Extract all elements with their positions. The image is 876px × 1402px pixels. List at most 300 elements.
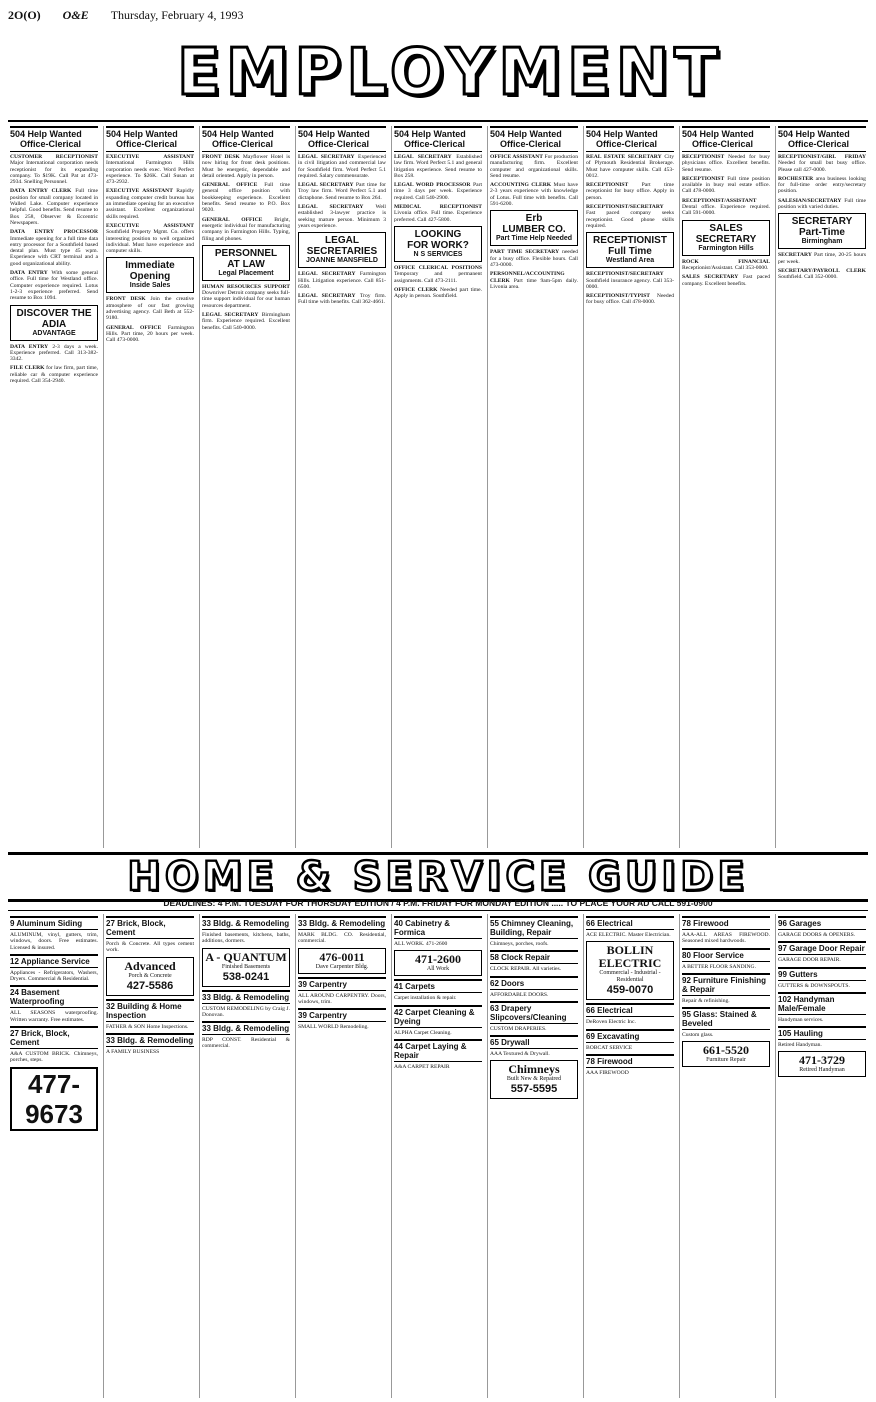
column-heading — [10, 126, 98, 152]
display-ad-box — [394, 226, 482, 262]
service-ad: ACE ELECTRIC. Master Electrician. — [586, 932, 671, 938]
classified-column — [103, 126, 196, 848]
classified-ad — [778, 268, 866, 281]
section-subtitle: Office-Clerical — [500, 139, 562, 149]
ad-text: Part time, 20-25 hours per week. — [778, 252, 866, 265]
classified-ad — [298, 154, 386, 179]
display-ad-subtitle: Commercial - Industrial - Residential — [599, 970, 661, 984]
issue-date: Thursday, February 4, 1993 — [110, 7, 244, 22]
column-heading — [778, 126, 866, 152]
ad-text: needed for a busy office. Flexible hours. Call 473-0000. — [490, 249, 578, 268]
display-ad-line: LUMBER CO. — [502, 224, 566, 236]
display-ad-box — [682, 1041, 770, 1067]
service-category: 27 Brick, Block, Cement — [10, 1026, 98, 1049]
classified-ad — [298, 293, 386, 306]
service-category: 41 Carpets — [394, 979, 482, 993]
section-number: 504 — [298, 129, 314, 139]
ad-text: Well established 3-lawyer practice is seeking mature person. Minimum 3 years experience. — [298, 204, 386, 229]
service-ad: A BETTER FLOOR SANDING. — [682, 963, 756, 970]
classified-ad — [394, 204, 482, 223]
classified-ad — [10, 365, 98, 384]
service-ad: A&A CARPET REPAIR — [394, 1063, 450, 1070]
ad-text: With some general office. Full time for Westland office. Computer experience required. Lotus 1-2-3 experience preferred. Send resume to Box 1094. — [10, 270, 98, 302]
section-subtitle: Office-Clerical — [692, 139, 754, 149]
display-ad-box — [490, 1060, 578, 1099]
top-rule — [8, 120, 868, 122]
ad-lead: REAL ESTATE SECRETARY — [586, 154, 662, 160]
display-ad-subtitle: Furniture Repair — [706, 1057, 746, 1064]
service-category: 102 Handyman Male/Female — [778, 992, 866, 1015]
service-ad: AAA-ALL AREAS FIREWOOD. Seasoned mixed hardwoods. — [682, 932, 770, 945]
section-title: Help Wanted — [699, 129, 754, 139]
ad-text: Farmington Hills. Litigation experience. Call 851-6500. — [298, 271, 386, 290]
classified-ad — [106, 188, 194, 219]
ad-text: Join the creative atmosphere of our fast growing advertising agency. Call Beth at 552-9180. — [106, 296, 195, 322]
ad-lead: RECEPTIONIST/TYPIST — [586, 293, 651, 300]
ad-text: Needed part time. Apply in person. Southfield. — [394, 286, 482, 300]
ad-lead: RECEPTIONIST/SECRETARY — [586, 204, 664, 211]
classified-ad — [778, 176, 866, 195]
ad-text: Rapidly expanding computer credit bureau has an immediate opening for an executive assistant. Excellent organizational skills required. — [106, 188, 194, 220]
display-ad-box — [394, 950, 482, 976]
display-ad-box — [106, 957, 194, 996]
display-ad-phone: 427-5586 — [126, 979, 174, 992]
classified-ad — [682, 154, 770, 173]
ad-lead: EXECUTIVE ASSISTANT — [106, 222, 194, 229]
classified-ad — [778, 252, 866, 265]
column-heading — [490, 126, 578, 152]
column-heading — [586, 126, 674, 152]
classified-ad — [394, 154, 482, 179]
display-ad-line: SECRETARY — [695, 233, 757, 245]
section-subtitle: Office-Clerical — [212, 139, 274, 149]
display-ad-line: Part Time Help Needed — [495, 235, 573, 243]
display-ad-box — [586, 232, 674, 268]
display-ad-phone: 459-0070 — [606, 984, 654, 997]
section-title: Help Wanted — [27, 129, 82, 139]
ad-lead: LEGAL SECRETARY — [298, 204, 364, 211]
service-category: 80 Floor Service — [682, 948, 770, 962]
service-ad: ALL AROUND CARPENTRY. Doors, windows, trim. — [298, 992, 386, 1005]
ad-lead: FRONT DESK — [106, 296, 146, 303]
ad-lead: DATA ENTRY — [10, 343, 49, 350]
section-subtitle: Office-Clerical — [788, 139, 850, 149]
display-ad-line: Birmingham — [801, 238, 843, 246]
ad-text: Major International corporation needs receptionist for its expanding company. To $19K. Call Pat at 473-2934. Snelling Personnel. — [10, 160, 98, 186]
display-ad-name: 471-3729 — [799, 1053, 845, 1068]
display-ad-box — [586, 941, 674, 1000]
service-category: 39 Carpentry — [298, 977, 386, 991]
column-heading — [298, 126, 386, 152]
classified-column — [8, 126, 100, 848]
display-ad-subtitle: Finished Basements — [221, 963, 271, 970]
display-ad-box — [298, 232, 386, 268]
classified-column — [583, 126, 676, 848]
service-ad: MARK BLDG. CO. Residential, commercial. — [298, 932, 386, 945]
classified-ad — [298, 271, 386, 290]
display-ad-phone: 557-5595 — [510, 1083, 558, 1096]
service-ad: RDP CONST. Residential & commercial. — [202, 1037, 290, 1050]
service-category: 42 Carpet Cleaning & Dyeing — [394, 1005, 482, 1028]
service-category: 33 Bldg. & Remodeling — [202, 916, 290, 930]
ad-lead: DATA ENTRY PROCESSOR — [10, 229, 98, 236]
ad-lead: OFFICE CLERK — [394, 286, 438, 293]
service-ad: GUTTERS & DOWNSPOUTS. — [778, 982, 850, 989]
service-category: 105 Hauling — [778, 1026, 866, 1040]
service-category: 62 Doors — [490, 976, 578, 990]
ad-text: for law firm, part time, reliable car & computer experience required. Call 354-2940. — [10, 365, 98, 385]
display-ad-box — [298, 948, 386, 974]
service-category: 69 Excavating — [586, 1029, 674, 1043]
classified-ad — [298, 182, 386, 201]
ad-text: Southfield. Call 352-0000. — [778, 274, 838, 281]
service-ad: Porch & Concrete. All types cement work. — [106, 941, 194, 954]
classified-ad — [586, 293, 674, 306]
service-column — [679, 914, 772, 1398]
ad-text: Full time position for small company located in Walled Lake. Computer experience helpful. Good benefits. Send resume to Box 258, Observer & Eccentric Newspapers. — [10, 188, 98, 226]
ad-lead: CUSTOMER RECEPTIONIST — [10, 154, 98, 160]
service-category: 33 Bldg. & Remodeling — [298, 916, 386, 930]
ad-text: City of Plymouth Residential Brokerage. Must have computer skills. Call 453-0012. — [586, 154, 674, 179]
ad-lead: EXECUTIVE ASSISTANT — [106, 154, 194, 160]
section-heading — [298, 129, 386, 139]
section-number: 504 — [586, 129, 602, 139]
classified-ad — [10, 344, 98, 363]
ad-text: Full time general office position with bookkeeping experience. Excellent benefits. Send resume to P.O. Box 9020. — [202, 182, 291, 214]
ad-lead: RECEPTIONIST — [682, 175, 725, 182]
ad-lead: RECEPTIONIST/ASSISTANT — [682, 197, 757, 204]
section-subtitle: Office-Clerical — [116, 139, 178, 149]
ad-lead: SALES SECRETARY — [682, 274, 739, 281]
display-ad-box — [202, 948, 290, 987]
ad-lead: RECEPTIONIST/SECRETARY — [586, 271, 664, 278]
service-ad: SMALL WORLD Remodeling. — [298, 1024, 369, 1031]
section-number: 504 — [10, 129, 26, 139]
display-ad-name: A - QUANTUM — [205, 949, 287, 964]
service-ad: BOBCAT SERVICE — [586, 1044, 633, 1051]
section-number: 504 — [778, 129, 794, 139]
service-category: 32 Building & Home Inspection — [106, 999, 194, 1022]
ad-text: Birmingham firm. Experience required. Excellent benefits. Call 540-0000. — [202, 312, 290, 331]
ad-lead: DATA ENTRY — [10, 270, 48, 277]
display-ad-line: PERSONNEL — [214, 247, 278, 259]
display-ad-line: JOANNE MANSFIELD — [306, 257, 378, 265]
ad-text: Southfield insurance agency. Call 353-0000. — [586, 277, 674, 290]
service-ad: ALL WORK. 471-2600 — [394, 941, 448, 947]
service-column — [199, 914, 292, 1398]
display-ad-name: Advanced — [124, 958, 176, 973]
service-column — [583, 914, 676, 1398]
service-ad: Appliances - Refrigerators, Washers, Dryers. Commercial & Residential. — [10, 969, 98, 983]
section-number: 504 — [682, 129, 698, 139]
classified-ad — [394, 182, 482, 201]
ad-text: Mayflower Hotel is now hiring for front desk positions. Must be energetic, dependable and detail oriented. Apply in person. — [202, 154, 291, 179]
employment-columns — [8, 126, 868, 848]
service-category: 33 Bldg. & Remodeling — [202, 990, 290, 1004]
ad-lead: EXECUTIVE ASSISTANT — [106, 188, 173, 195]
classified-column — [775, 126, 868, 848]
display-ad-line: Erb — [525, 213, 543, 225]
service-column — [295, 914, 388, 1398]
service-category: 66 Electrical — [586, 1003, 674, 1017]
ad-text: area business looking for full-time order entry/secretary position. — [778, 175, 866, 195]
home-service-guide-banner — [8, 852, 868, 902]
ad-lead: GENERAL OFFICE — [202, 216, 263, 223]
section-heading — [682, 129, 770, 139]
column-heading — [202, 126, 290, 152]
classified-column — [679, 126, 772, 848]
ad-lead: OFFICE ASSISTANT — [490, 154, 543, 160]
section-title: Help Wanted — [219, 129, 274, 139]
section-heading — [586, 129, 674, 139]
ad-lead: ROCK FINANCIAL — [682, 258, 770, 265]
classified-column — [295, 126, 388, 848]
service-category: 33 Bldg. & Remodeling — [106, 1033, 194, 1047]
ad-text: For production manufacturing firm. Excellent computer and organizational skills. Send resume. — [490, 154, 578, 179]
ad-text: Must have 2-3 years experience with knowledge of Lotus. Full time with benefits. Call 591-6200. — [490, 182, 579, 208]
ad-text: Needed for busy physicians office. Excellent benefits. Send resume. — [682, 154, 771, 173]
display-ad-line: Westland Area — [605, 257, 655, 265]
service-column — [103, 914, 196, 1398]
service-category: 92 Furniture Finishing & Repair — [682, 973, 770, 996]
service-ad: CLOCK REPAIR. All varieties. — [490, 966, 562, 973]
ad-text: Livonia office. Full time. Experience preferred. Call 427-5800. — [394, 210, 482, 223]
section-heading — [394, 129, 482, 139]
home-service-guide-title: HOME & SERVICE GUIDE — [127, 854, 749, 900]
classified-column — [487, 126, 580, 848]
ad-lead: LEGAL WORD PROCESSOR — [394, 182, 471, 189]
section-title: Help Wanted — [315, 129, 370, 139]
ad-lead: PERSONNEL/ACCOUNTING CLERK — [490, 271, 565, 284]
ad-text: International Farmington Hills corporation needs exec. Word Perfect experience. To $26K. Call Susan at 473-2932. — [106, 160, 194, 186]
section-number: 504 — [202, 129, 218, 139]
section-subtitle: Office-Clerical — [404, 139, 466, 149]
ad-lead: FILE CLERK — [10, 365, 45, 372]
service-ad: Chimneys, porches, roofs. — [490, 941, 549, 947]
service-ad: AFFORDABLE DOORS. — [490, 991, 549, 998]
deadline-line: DEADLINES: 4 P.M. TUESDAY FOR THURSDAY EDITION / 4 P.M. FRIDAY FOR MONDAY EDITION ..... TO PLACE YOUR AD CALL 591-0900 — [8, 898, 868, 911]
service-column — [775, 914, 868, 1398]
service-ad: AAA Textured & Drywall. — [490, 1051, 550, 1058]
column-heading — [682, 126, 770, 152]
classified-ad — [682, 259, 770, 272]
section-title: Help Wanted — [507, 129, 562, 139]
section-heading — [202, 129, 290, 139]
ad-text: Downriver Detroit company seeks full-time support individual for our human resources department. — [202, 290, 290, 309]
section-heading — [10, 129, 98, 139]
ad-lead: GENERAL OFFICE — [106, 324, 162, 331]
display-ad-name: 471-2600 — [415, 952, 461, 967]
display-ad-line: SALES — [709, 222, 743, 234]
display-ad-line: FOR WORK? — [407, 239, 469, 251]
ad-text: Part time 9am-5pm daily. Livonia area. — [490, 277, 578, 290]
service-category: 33 Bldg. & Remodeling — [202, 1021, 290, 1035]
display-ad-name: Chimneys — [508, 1062, 560, 1077]
display-ad-line: Immediate — [125, 260, 175, 272]
section-number: 504 — [490, 129, 506, 139]
ad-text: Part time for Troy law firm. Word Perfect 5.1 and dictaphone. Send resume to Box 264. — [298, 182, 386, 201]
classified-ad — [10, 154, 98, 185]
service-column — [391, 914, 484, 1398]
section-heading — [106, 129, 194, 139]
service-ad: Repair & refinishing. — [682, 997, 730, 1004]
display-ad-box — [202, 245, 290, 281]
display-ad-name: 661-5520 — [703, 1043, 749, 1058]
section-subtitle: Office-Clerical — [596, 139, 658, 149]
service-ad: ALPHA Carpet Cleaning. — [394, 1029, 452, 1036]
service-ad: CUSTOM REMODELING by Craig J. Donovan. — [202, 1005, 290, 1018]
service-column — [487, 914, 580, 1398]
service-category: 24 Basement Waterproofing — [10, 985, 98, 1008]
column-heading — [106, 126, 194, 152]
section-title: Help Wanted — [411, 129, 466, 139]
ad-text: Bright, energetic individual for manufacturing company in Farmington Hills. Typing, filing and phones. — [202, 216, 290, 242]
ad-text: Troy firm. Full time with benefits. Call 362-4661. — [298, 293, 386, 306]
ad-lead: GENERAL OFFICE — [202, 182, 258, 189]
display-ad-line: Legal Placement — [218, 269, 274, 277]
service-ad: ALL SEASONS waterproofing. Written warranty. Free estimates. — [10, 1010, 98, 1023]
employment-title: EMPLOYMENT — [177, 36, 723, 110]
display-ad-line: Opening — [129, 271, 171, 283]
classified-ad — [394, 287, 482, 300]
section-subtitle: Office-Clerical — [308, 139, 370, 149]
display-ad-line: Inside Sales — [129, 282, 171, 290]
classified-ad — [490, 271, 578, 290]
display-ad-line: AT LAW — [227, 258, 265, 270]
service-ad: CUSTOM DRAPERIES. — [490, 1025, 547, 1032]
paper-name: O&E — [62, 7, 89, 22]
display-ad-line: LEGAL — [325, 235, 359, 247]
classified-ad — [106, 154, 194, 185]
ad-lead: OFFICE CLERICAL POSITIONS — [394, 264, 482, 271]
display-ad-line: N S SERVICES — [413, 250, 463, 258]
classified-ad — [202, 284, 290, 309]
service-ad: FATHER & SON Home Inspections. — [106, 1023, 189, 1030]
classified-ad — [10, 270, 98, 301]
service-ad: Handyman services. — [778, 1016, 824, 1023]
service-category: 97 Garage Door Repair — [778, 941, 866, 955]
ad-lead: HUMAN RESOURCES SUPPORT — [202, 283, 290, 290]
service-category: 9 Aluminum Siding — [10, 916, 98, 930]
classified-ad — [202, 154, 290, 179]
classified-ad — [778, 154, 866, 173]
ad-lead: LEGAL SECRETARY — [298, 154, 355, 160]
service-category: 99 Gutters — [778, 967, 866, 981]
ad-text: Dental office. Experience required. Call 591-0000. — [682, 204, 770, 217]
ad-lead: RECEPTIONIST/GIRL FRIDAY — [778, 154, 866, 160]
display-ad-subtitle: Built New & Repaired — [506, 1076, 562, 1083]
display-ad-name: BOLLIN ELECTRIC — [598, 943, 662, 971]
column-heading — [394, 126, 482, 152]
service-ad: A&A CUSTOM BRICK. Chimneys, porches, steps. — [10, 1051, 98, 1064]
service-category: 44 Carpet Laying & Repair — [394, 1039, 482, 1062]
section-number: 504 — [106, 129, 122, 139]
section-title: Help Wanted — [795, 129, 850, 139]
display-ad-subtitle: Dave Carpenter Bldg. — [315, 963, 369, 970]
display-ad-line: DISCOVER THE — [16, 307, 92, 319]
classified-ad — [778, 198, 866, 211]
ad-lead: LEGAL SECRETARY — [298, 293, 356, 300]
classified-ad — [682, 176, 770, 195]
ad-lead: MEDICAL RECEPTIONIST — [394, 204, 482, 211]
classified-ad — [10, 188, 98, 226]
service-category: 27 Brick, Block, Cement — [106, 916, 194, 939]
ad-lead: RECEPTIONIST — [586, 182, 629, 189]
ad-text: Receptionist/Assistant. Call 353-0000. — [682, 264, 769, 271]
ad-text: Needed for small but busy office. Please call 427-0000. — [778, 160, 866, 173]
service-category: 63 Drapery Slipcovers/Cleaning — [490, 1001, 578, 1024]
ad-text: 2-3 days a week. Experience preferred. Call 313-382-3342. — [10, 343, 99, 363]
classified-ad — [490, 182, 578, 207]
display-ad-name: 476-0011 — [319, 949, 365, 964]
service-category: 65 Drywall — [490, 1035, 578, 1049]
section-subtitle: Office-Clerical — [20, 139, 82, 149]
folio-line — [8, 4, 868, 26]
classified-ad — [202, 182, 290, 213]
display-ad-line: Farmington Hills — [698, 244, 754, 252]
classified-ad — [202, 217, 290, 242]
display-ad-box — [778, 213, 866, 249]
ad-text: Farmington Hills. Part time, 20 hours per week. Call 473-0000. — [106, 324, 194, 344]
service-category: 55 Chimney Cleaning, Building, Repair — [490, 916, 578, 939]
employment-banner — [150, 28, 750, 118]
ad-lead: SALESIAN/SECRETARY — [778, 197, 842, 204]
ad-text: Southfield Property Mgmt. Co. offers interesting position to well organized individual. Must have experience and computer skills. — [106, 229, 194, 255]
classified-ad — [586, 154, 674, 179]
display-ad-line: SECRETARY — [791, 216, 853, 228]
classified-ad — [490, 249, 578, 268]
display-ad-line: ADVANTAGE — [32, 329, 76, 337]
display-ad-line: ADIA — [41, 318, 67, 330]
service-category: 66 Electrical — [586, 916, 674, 930]
display-ad-box — [106, 257, 194, 293]
ad-lead: PART TIME SECRETARY — [490, 249, 560, 256]
display-ad-line: LOOKING — [414, 228, 462, 240]
classified-ad — [10, 229, 98, 267]
service-ad: Retired Handyman. — [778, 1042, 822, 1049]
ad-text: Fast paced company. Excellent benefits. — [682, 274, 771, 287]
ad-lead: ACCOUNTING CLERK — [490, 182, 552, 189]
service-ad: DeRoven Electric Inc. — [586, 1019, 636, 1026]
display-ad-box — [682, 220, 770, 256]
display-ad-line: SECRETARIES — [306, 246, 378, 258]
section-title: Help Wanted — [603, 129, 658, 139]
service-ad: GARAGE DOOR REPAIR. — [778, 957, 841, 964]
display-ad-box — [490, 210, 578, 246]
ad-text: Full time position with varied duties. — [778, 197, 866, 211]
classified-ad — [682, 274, 770, 287]
ad-lead: LEGAL SECRETARY — [298, 182, 354, 189]
section-number: 504 — [394, 129, 410, 139]
service-column — [8, 914, 100, 1398]
classified-ad — [586, 182, 674, 201]
classified-ad — [586, 204, 674, 229]
ad-lead: ROCHESTER — [778, 175, 814, 182]
ad-lead: LEGAL SECRETARY — [202, 312, 259, 319]
display-ad-subtitle: Retired Handyman — [799, 1067, 845, 1074]
home-service-guide-columns — [8, 914, 868, 1398]
page-number: 2O(O) — [8, 7, 41, 22]
ad-text: Part time receptionist for busy office. Apply in person. — [586, 182, 674, 201]
ad-lead: DATA ENTRY CLERK — [10, 188, 72, 195]
ad-lead: SECRETARY — [778, 252, 812, 259]
classified-column — [391, 126, 484, 848]
service-category: 12 Appliance Service — [10, 954, 98, 968]
section-title: Help Wanted — [123, 129, 178, 139]
service-ad: Custom glass. — [682, 1032, 714, 1039]
ad-text: Established law firm. Word Perfect 5.1 and general litigation experience. Send resume to Box 258. — [394, 154, 482, 179]
classified-ad — [106, 223, 194, 254]
